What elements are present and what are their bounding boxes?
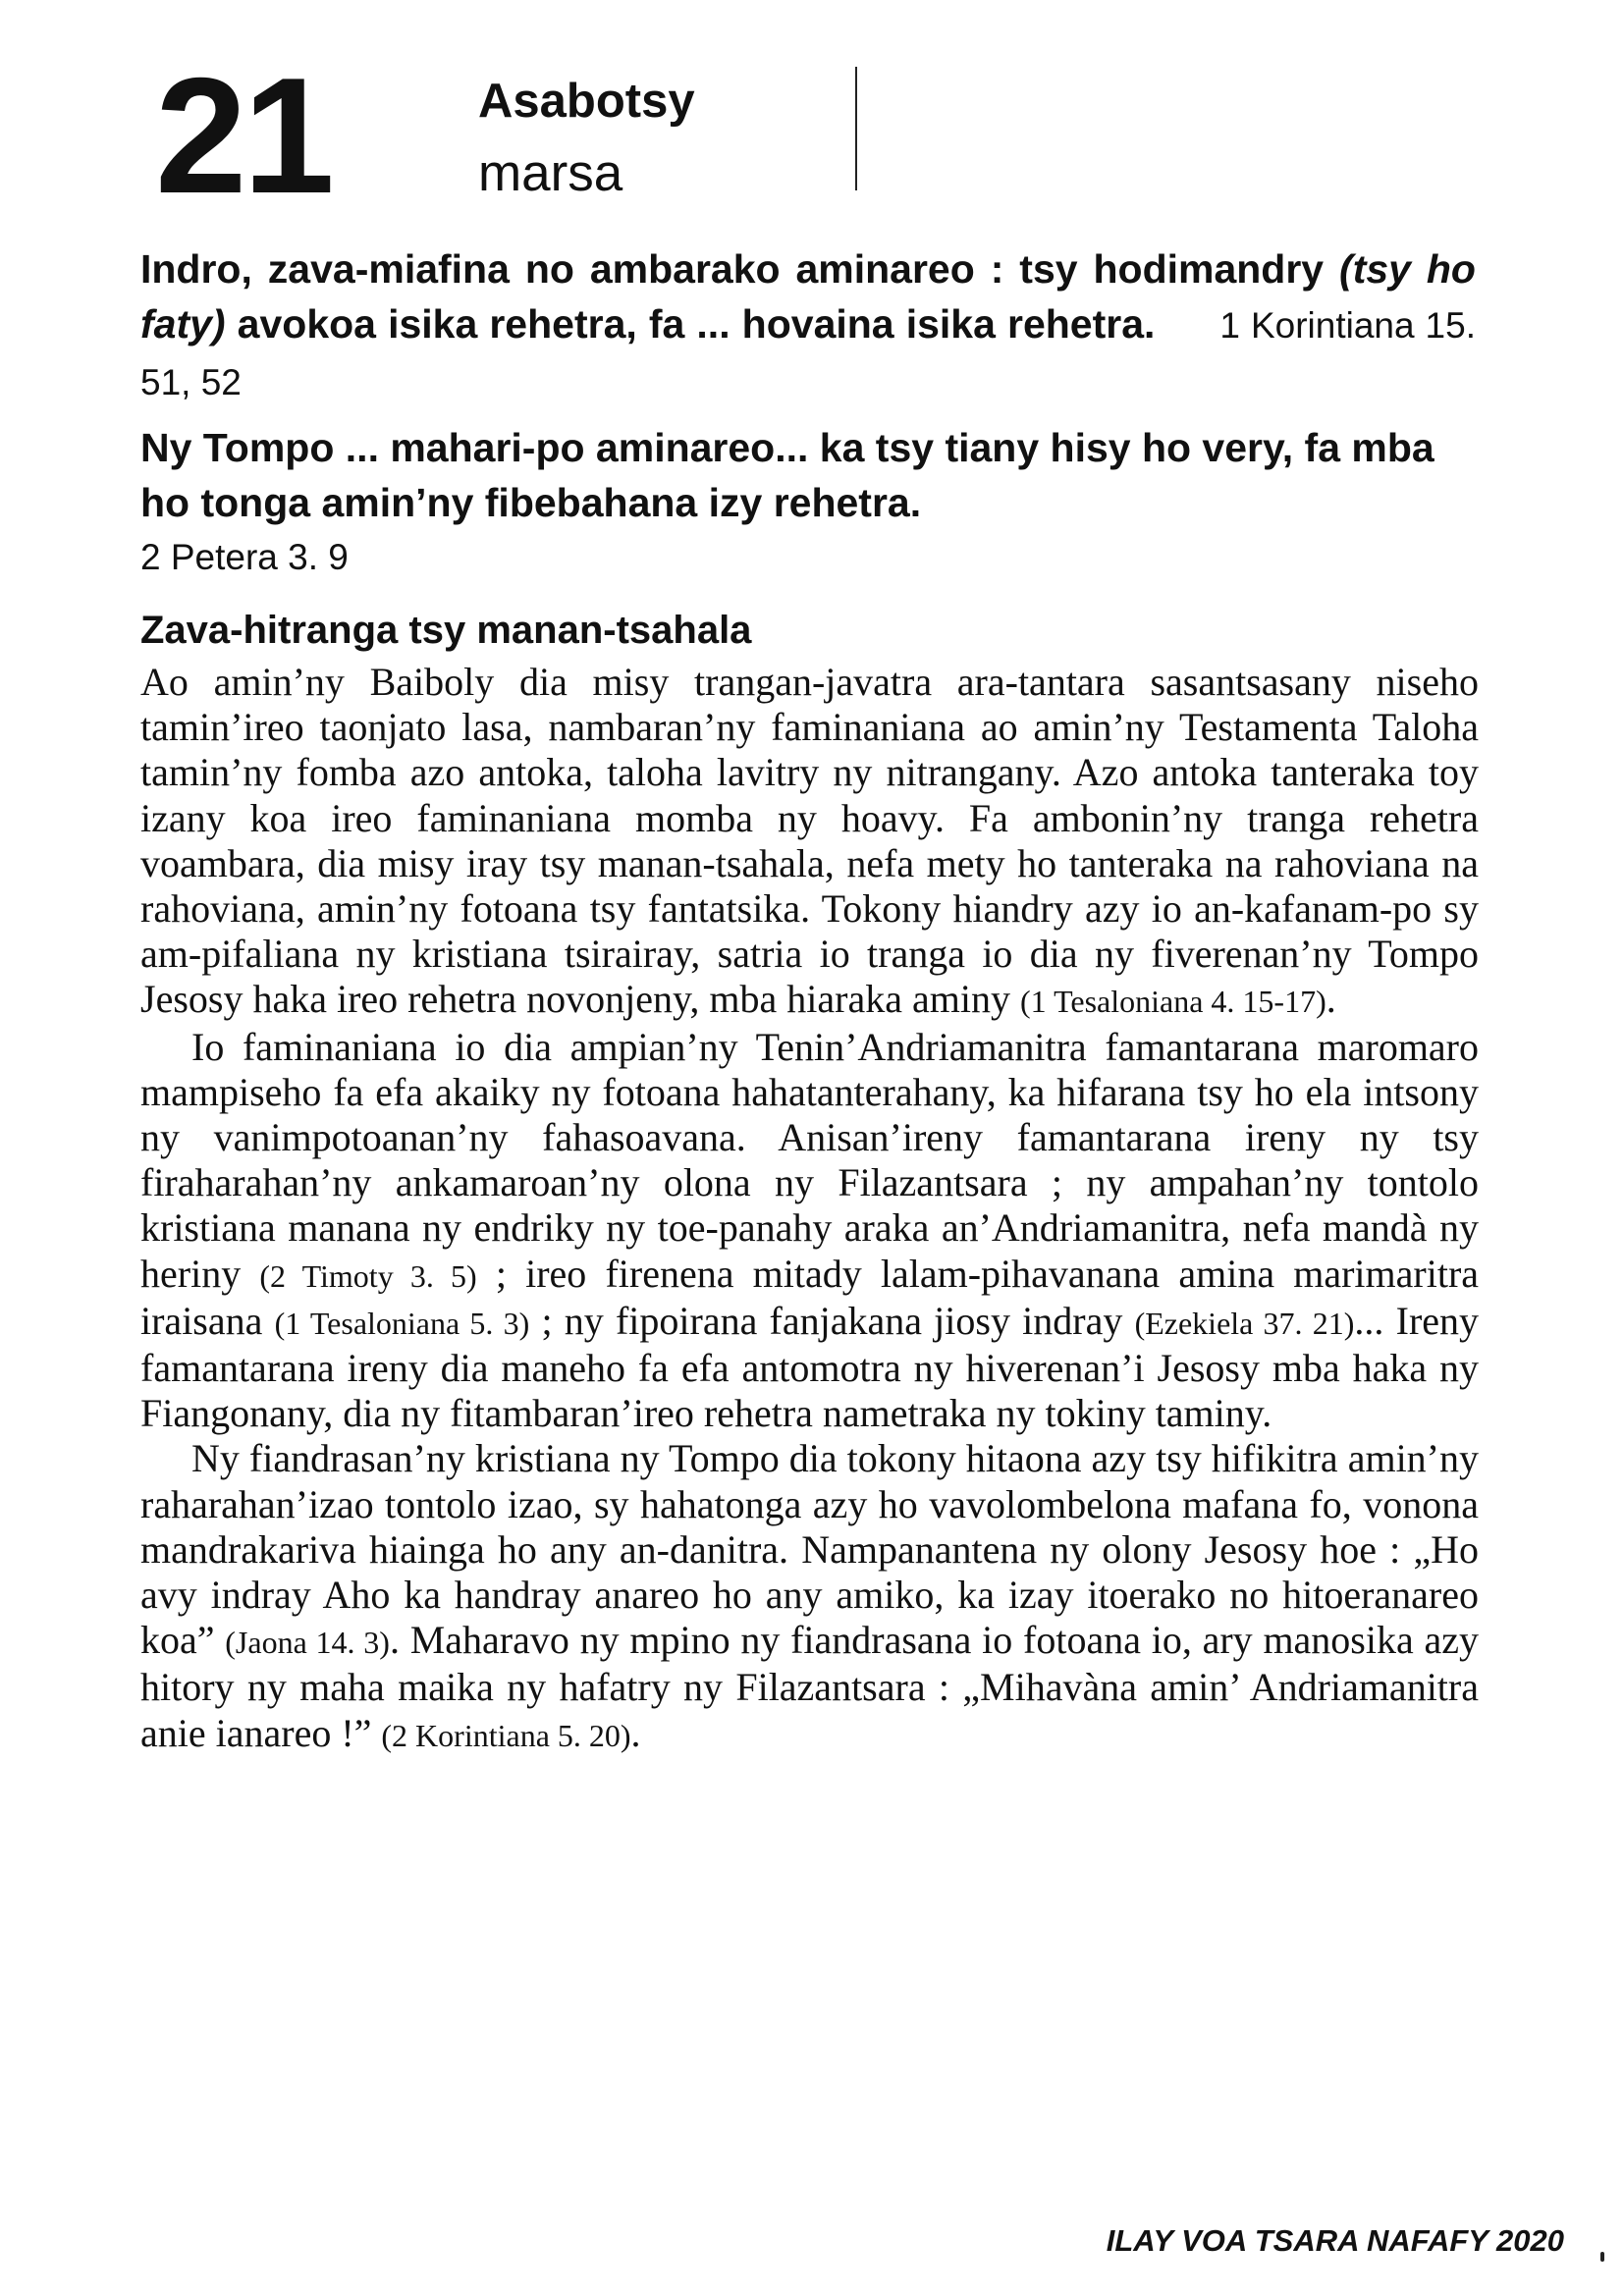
paragraph-1 [140,660,1479,1025]
verse-1-text-end: avokoa isika rehetra, fa ... hovaina isika rehetra. [225,301,1156,347]
verse-1-text: Indro, zava-miafina no ambarako aminareo : tsy hodimandry [140,246,1340,292]
verse-2-reference: 2 Petera 3. 9 [140,537,349,577]
verse-1 [140,241,1476,410]
paragraph-2-text-c: ; ny fipoirana fanjakana jiosy indray [529,1298,1135,1343]
header-divider [855,67,857,190]
paragraph-2-text-d: ... Ireny famantarana ireny dia maneho fa efa antomotra ny hiverenan’i Jesosy mba haka ny Fiangonany, dia ny fitambaran’ireo rehetra nametraka ny tokiny taminy. [140,1298,1480,1436]
verse-1-italic: (tsy ho faty) [140,246,1476,347]
verse-2-text: Ny Tompo ... mahari-po aminareo... ka tsy tiany hisy ho very, fa mba ho tonga amin’ny fibebahana izy rehetra. [140,425,1434,525]
citation: (Ezekiela 37. 21) [1134,1305,1355,1341]
paragraph-3 [140,1436,1479,1757]
paragraph-1-text: Ao amin’ny Baiboly dia misy trangan-javatra ara-tantara sasantsasany niseho tamin’ireo taonjato lasa, nambaran’ny faminaniana ao amin’ny Testamenta Taloha tamin’ny fomba azo antoka, taloha lavitry ny nitrangany. Azo antoka tanteraka toy izany koa ireo faminaniana momba ny hoavy. Fa ambonin’ny tranga rehetra voambara, dia misy iray tsy manan-tsahala, nefa mety ho tanteraka na rahoviana na rahoviana, amin’ny fotoana tsy fantatsika. Tokony hiandry azy io an-kafanam-po sy am-pifaliana ny kristiana tsirairay, satria io tranga io dia ny fiverenan’ny Tompo Jesosy haka ireo rehetra novonjeny, mba hiaraka aminy [140,660,1479,1022]
paragraph-3-text-b: . Maharavo ny mpino ny fiandrasana io fotoana io, ary manosika azy hitory ny maha maika ny hafatry ny Filazantsara : „Mihavàna amin’ Andriamanitra anie ianareo !” [140,1618,1480,1755]
citation: (2 Timoty 3. 5) [259,1257,477,1294]
citation: (2 Korintiana 5. 20) [381,1717,631,1753]
citation: (1 Tesaloniana 5. 3) [274,1305,530,1341]
paragraph-2 [140,1025,1479,1437]
reading-body [140,660,1479,1758]
verse-2 [140,420,1476,585]
verse-1-reference: 1 Korintiana 15. 51, 52 [140,305,1476,402]
paragraph-2-text-a: Io faminaniana io dia ampian’ny Tenin’Andriamanitra famantarana maromaro mampiseho fa efa akaiky ny fotoana hahatanterahany, ka hifarana tsy ho ela intsony ny vanimpotoanan’ny fahasoavana. Anisan’ireny famantarana ireny ny tsy firaharahan’ny ankamaroan’ny olona ny Filazantsara ; ny ampahan’ny tontolo kristiana manana ny endriky ny toe-panahy araka an’Andriamanitra, nefa mandà ny heriny [140,1024,1479,1296]
footer-title: ILAY VOA TSARA NAFAFY 2020 [1106,2223,1564,2258]
paragraph-1-end: . [1325,977,1336,1022]
weekday-label: Asabotsy [478,75,695,128]
reading-title: Zava-hitranga tsy manan-tsahala [140,609,752,652]
paragraph-2-text-b: ; ireo firenena mitady lalam-pihavanana amina marimaritra iraisana [140,1251,1480,1343]
citation: (1 Tesaloniana 4. 15-17) [1019,984,1326,1020]
day-number: 21 [155,43,331,228]
citation: (Jaona 14. 3) [225,1625,390,1661]
paragraph-3-text-a: Ny fiandrasan’ny kristiana ny Tompo dia tokony hitaona azy tsy hifikitra amin’ny raharahan’izao tontolo izao, sy hahatonga azy ho vavolombelona mafana fo, vonona mandrakariva hiainga ho any an-danitra. Nampanantena ny olony Jesosy hoe : „Ho avy indray Aho ka handray anareo ho any amiko, ka izay itoerako no hitoeranareo koa” [140,1436,1479,1663]
paragraph-3-end: . [630,1710,641,1755]
page-edge-mark [1600,2252,1604,2262]
month-label: marsa [478,144,623,202]
